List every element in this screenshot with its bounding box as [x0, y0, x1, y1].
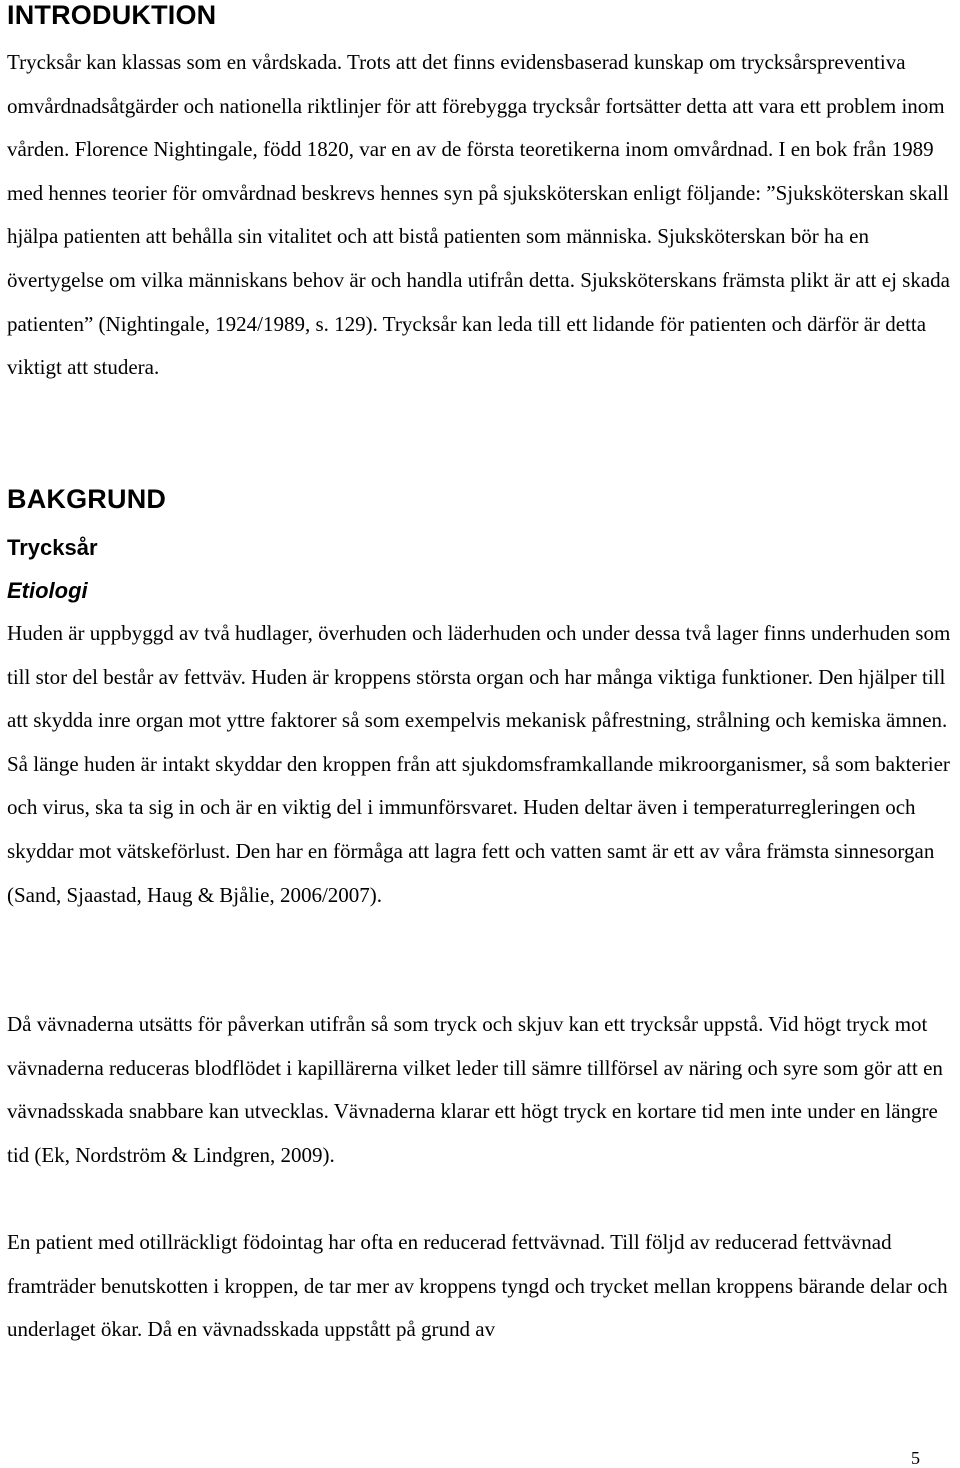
body-paragraph: Då vävnaderna utsätts för påverkan utifrån så som tryck och skjuv kan ett trycksår uppstå. Vid högt tryck mot vävnaderna reduceras blodflödet i kapillärerna vilket leder till sämre tillförsel av näring och syre som gör att en vävnadsskada snabbare kan utvecklas. Vävnaderna klarar ett högt tryck en kortare tid men inte under en längre tid (Ek, Nordström & Lindgren, 2009).: [7, 1012, 943, 1167]
page-number: 5: [911, 1448, 920, 1468]
subheading-trycksar: Trycksår: [7, 535, 98, 560]
section-heading-bakgrund: BAKGRUND: [7, 484, 167, 514]
intro-paragraph: Trycksår kan klassas som en vårdskada. Trots att det finns evidensbaserad kunskap om trycksårspreventiva omvårdnadsåtgärder och nationella riktlinjer för att förebygga trycksår fortsätter detta att vara ett problem inom vården. Florence Nightingale, född 1820, var en av de första teoretikerna inom omvårdnad. I en bok från 1989 med hennes teorier för omvårdnad beskrevs hennes syn på sjuksköterskan enligt följande: ”Sjuksköterskan skall hjälpa patienten att behålla sin vitalitet och att bistå patienten som människa. Sjuksköterskan bör ha en övertygelse om vilka människans behov är och handla utifrån detta. Sjuksköterskans främsta plikt är att ej skada patienten” (Nightingale, 1924/1989, s. 129). Trycksår kan leda till ett lidande för patienten och därför är detta viktigt att studera.: [7, 50, 950, 380]
body-paragraph: En patient med otillräckligt födointag har ofta en reducerad fettvävnad. Till följd av reducerad fettvävnad framträder benutskotten i kroppen, de tar mer av kroppens tyngd och trycket mellan kroppens bärande delar och underlaget ökar. Då en vävnadsskada uppstått på grund av: [7, 1230, 948, 1342]
section-heading-introduktion: INTRODUKTION: [7, 0, 217, 30]
subheading-etiologi: Etiologi: [7, 578, 88, 603]
body-paragraph: Huden är uppbyggd av två hudlager, överhuden och läderhuden och under dessa två lager finns underhuden som till stor del består av fettväv. Huden är kroppens största organ och har många viktiga funktioner. Den hjälper till att skydda inre organ mot yttre faktorer så som exempelvis mekanisk påfrestning, strålning och kemiska ämnen. Så länge huden är intakt skyddar den kroppen från att sjukdomsframkallande mikroorganismer, så som bakterier och virus, ska ta sig in och är en viktig del i immunförsvaret. Huden deltar även i temperaturregleringen och skyddar mot vätskeförlust. Den har en förmåga att lagra fett och vatten samt är ett av våra främsta sinnesorgan (Sand, Sjaastad, Haug & Bjålie, 2006/2007).: [7, 621, 951, 907]
